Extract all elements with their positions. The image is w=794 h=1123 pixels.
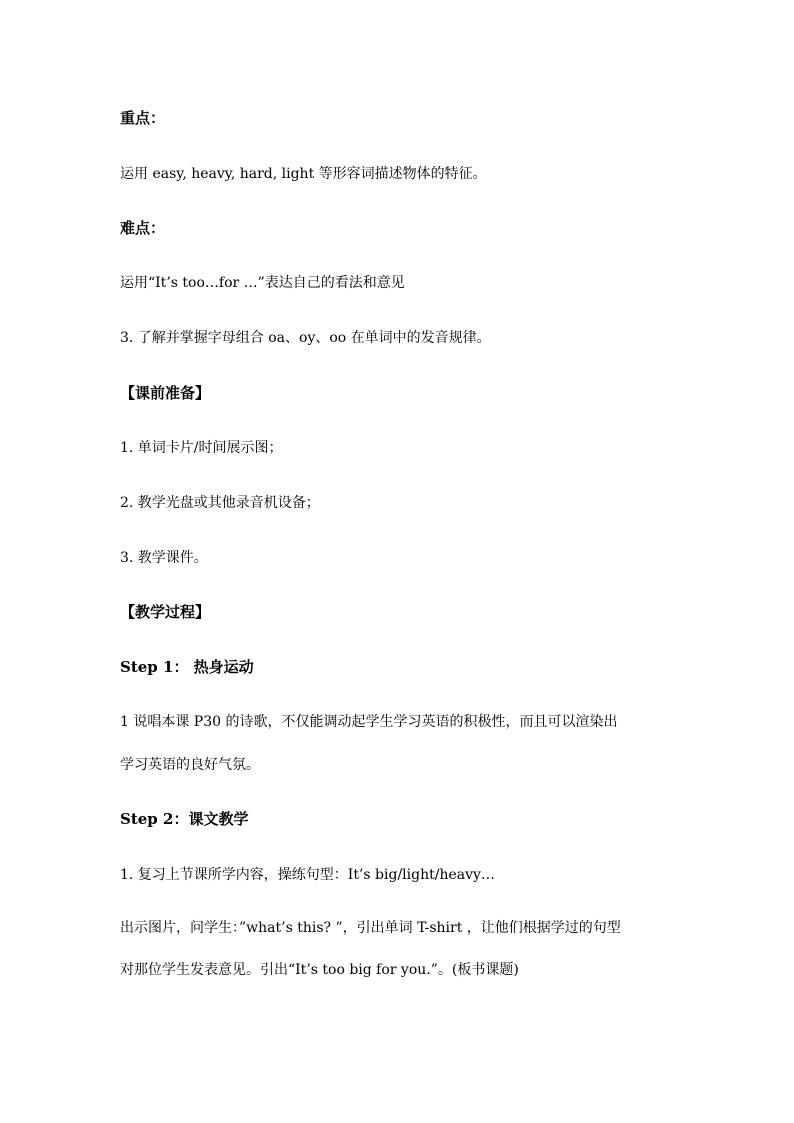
step2-heading: Step 2：课文教学 <box>120 810 249 828</box>
difficulty-heading: 难点： <box>120 219 166 237</box>
preparation-item: 2. 教学光盘或其他录音机设备； <box>120 495 320 511</box>
step2-text-line2: 对那位学生发表意见。引出“It’s too big for you.”。(板书课题) <box>120 962 519 978</box>
key-point-heading: 重点： <box>120 109 166 127</box>
step1-heading: Step 1： 热身运动 <box>120 658 254 676</box>
preparation-item: 3. 教学课件。 <box>120 550 208 566</box>
process-heading: 【教学过程】 <box>120 603 211 621</box>
preparation-heading: 【课前准备】 <box>120 384 211 402</box>
difficulty-text: 运用“It’s too…for …”表达自己的看法和意见 <box>120 275 405 291</box>
step1-text-line2: 学习英语的良好气氛。 <box>120 757 260 773</box>
key-point-text: 运用 easy, heavy, hard, light 等形容词描述物体的特征。 <box>120 166 487 182</box>
step2-item1: 1. 复习上节课所学内容，操练句型：It’s big/light/heavy… <box>120 867 495 883</box>
step1-text-line1: 1 说唱本课 P30 的诗歌，不仅能调动起学生学习英语的积极性，而且可以渲染出 <box>120 714 618 730</box>
difficulty-item-3: 3. 了解并掌握字母组合 oa、oy、oo 在单词中的发音规律。 <box>120 330 491 346</box>
preparation-item: 1. 单词卡片/时间展示图； <box>120 440 283 456</box>
step2-text-line1: 出示图片，问学生：”what’s this? ”，引出单词 T-shirt ，让他们根据学过的句型 <box>120 920 621 936</box>
